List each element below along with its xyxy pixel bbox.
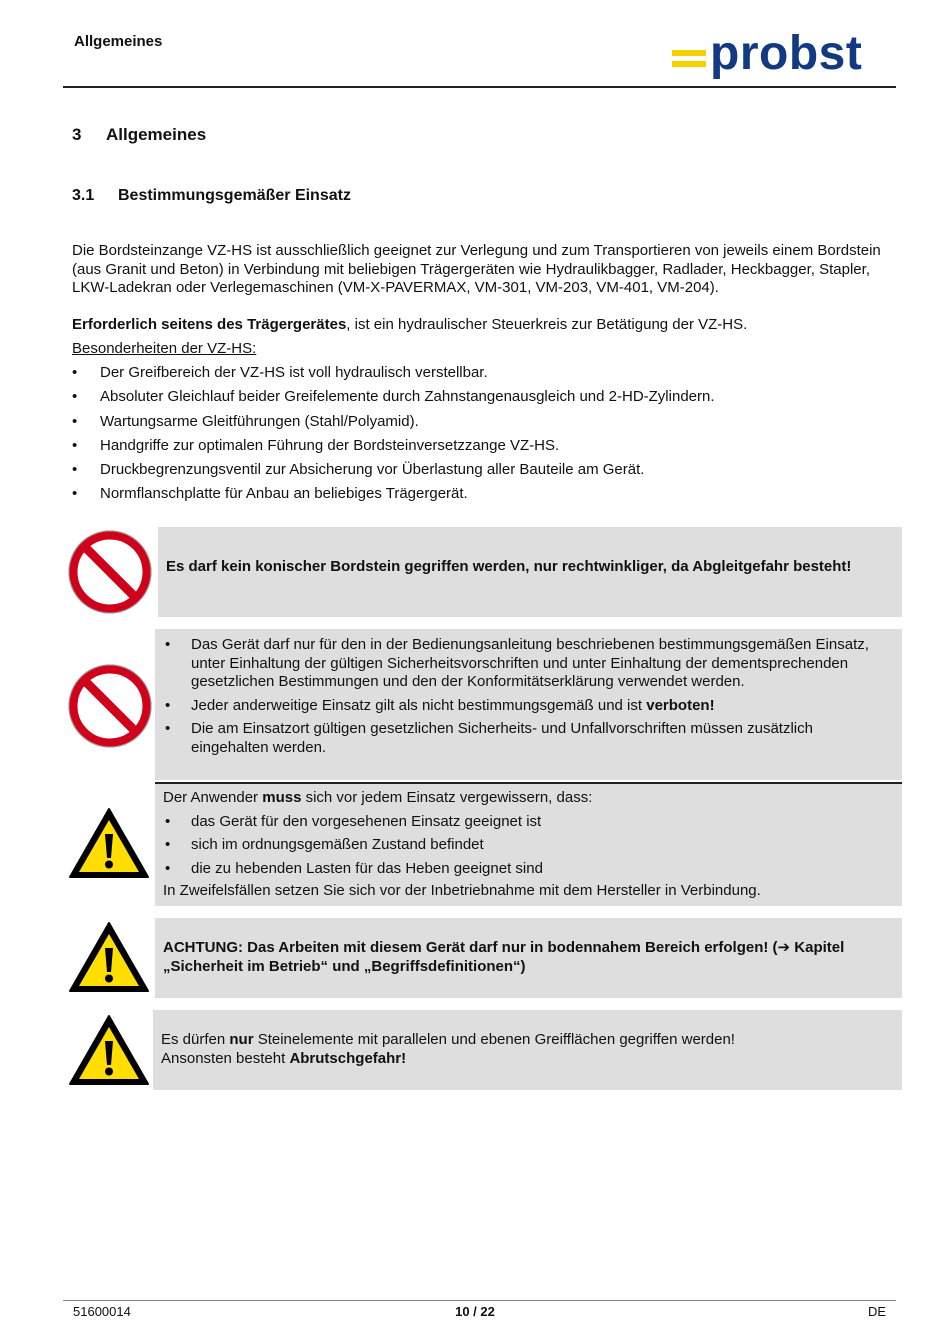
header-title: Allgemeines <box>74 33 163 50</box>
requirement-rest: , ist ein hydraulischer Steuerkreis zur Betätigung der VZ-HS. <box>346 316 748 333</box>
warning-triangle-icon <box>67 1013 151 1087</box>
subsection-title: Bestimmungsgemäßer Einsatz <box>118 187 351 204</box>
warning-triangle-icon <box>67 920 151 994</box>
grip-line-2: Ansonsten besteht Abrutschgefahr! <box>161 1049 407 1067</box>
probst-logo <box>670 27 890 86</box>
feature-item: • Wartungsarme Gleitführungen (Stahl/Polyamid). <box>72 413 892 437</box>
prohibited-item: • Die am Einsatzort gültigen gesetzlichen Sicherheits- und Unfallvorschriften müssen zusätzlich eingehalten werden. <box>163 720 894 757</box>
features-heading: Besonderheiten der VZ-HS: <box>72 340 257 357</box>
user-check-intro: Der Anwender muss sich vor jedem Einsatz vergewissern, dass: <box>163 789 593 806</box>
warning-triangle-icon <box>67 806 151 880</box>
requirement-bold: Erforderlich seitens des Trägergerätes <box>72 316 347 333</box>
notice-grip-surfaces <box>153 1010 902 1090</box>
user-check-item: • sich im ordnungsgemäßen Zustand befindet <box>163 836 894 855</box>
grip-line-1: Es dürfen nur Steinelemente mit parallelen und ebenen Greifflächen gegriffen werden! <box>161 1031 735 1048</box>
subsection-heading <box>72 187 351 205</box>
feature-item: • Normflanschplatte für Anbau an beliebiges Trägergerät. <box>72 485 892 509</box>
language-code: DE <box>868 1304 887 1319</box>
user-check-item: • das Gerät für den vorgesehenen Einsatz geeignet ist <box>163 813 894 832</box>
feature-item: • Handgriffe zur optimalen Führung der Bordsteinversetzzange VZ-HS. <box>72 437 892 461</box>
logo-text: probst <box>710 27 863 80</box>
notice-user-check <box>155 782 902 906</box>
intro-paragraph: Die Bordsteinzange VZ-HS ist ausschließlich geeignet zur Verlegung und zum Transportieren von jeweils einem Bordstein (aus Granit und Beton) in Verbindung mit beliebigen Trägergeräten wie Hydraulikbagger, Radlader, Heckbagger, Stapler, LKW-Ladekran oder Verlegemaschinen (VM-X-PAVERMAX, VM-301, VM-203, VM-401, VM-204). <box>72 242 881 296</box>
logo-bars <box>672 50 706 72</box>
notice-attention: ACHTUNG: Das Arbeiten mit diesem Gerät darf nur in bodennahem Bereich erfolgen! (➔ Kapitel „Sicherheit im Betrieb“ und „Begriffsdefinitionen“) <box>155 918 902 998</box>
header-divider <box>63 86 896 88</box>
page-number: 10 / 22 <box>455 1304 495 1319</box>
prohibited-item: • Jeder anderweitige Einsatz gilt als nicht bestimmungsgemäß und ist verboten! <box>163 697 894 716</box>
feature-item: • Der Greifbereich der VZ-HS ist voll hydraulisch verstellbar. <box>72 364 892 388</box>
section-heading <box>72 125 206 145</box>
notice-prohibited-use <box>155 629 902 780</box>
prohibition-sign-icon <box>68 664 152 748</box>
prohibition-sign-icon <box>68 530 152 614</box>
notice-conical: Es darf kein konischer Bordstein gegriffen werden, nur rechtwinkliger, da Abgleitgefahr besteht! <box>158 527 902 617</box>
prohibited-item: • Das Gerät darf nur für den in der Bedienungsanleitung beschriebenen bestimmungsgemäßen Einsatz, unter Einhaltung der gültigen Sicherheitsvorschriften und unter Einhaltung der dementsprechenden gesetzlichen Bestimmungen und den der Konformitätserklärung verwendet werden. <box>163 636 894 692</box>
user-check-closing: In Zweifelsfällen setzen Sie sich vor der Inbetriebnahme mit dem Hersteller in Verbindung. <box>163 882 761 899</box>
footer-divider <box>63 1300 896 1301</box>
doc-number: 51600014 <box>73 1304 131 1319</box>
features-list <box>72 364 892 510</box>
requirement-paragraph <box>72 316 892 335</box>
section-title: Allgemeines <box>106 125 207 144</box>
section-number: 3 <box>72 125 82 144</box>
user-check-item: • die zu hebenden Lasten für das Heben geeignet sind <box>163 860 894 879</box>
subsection-number: 3.1 <box>72 187 95 204</box>
feature-item: • Druckbegrenzungsventil zur Absicherung vor Überlastung aller Bauteile am Gerät. <box>72 461 892 485</box>
feature-item: • Absoluter Gleichlauf beider Greifelemente durch Zahnstangenausgleich und 2-HD-Zylindern. <box>72 388 892 412</box>
